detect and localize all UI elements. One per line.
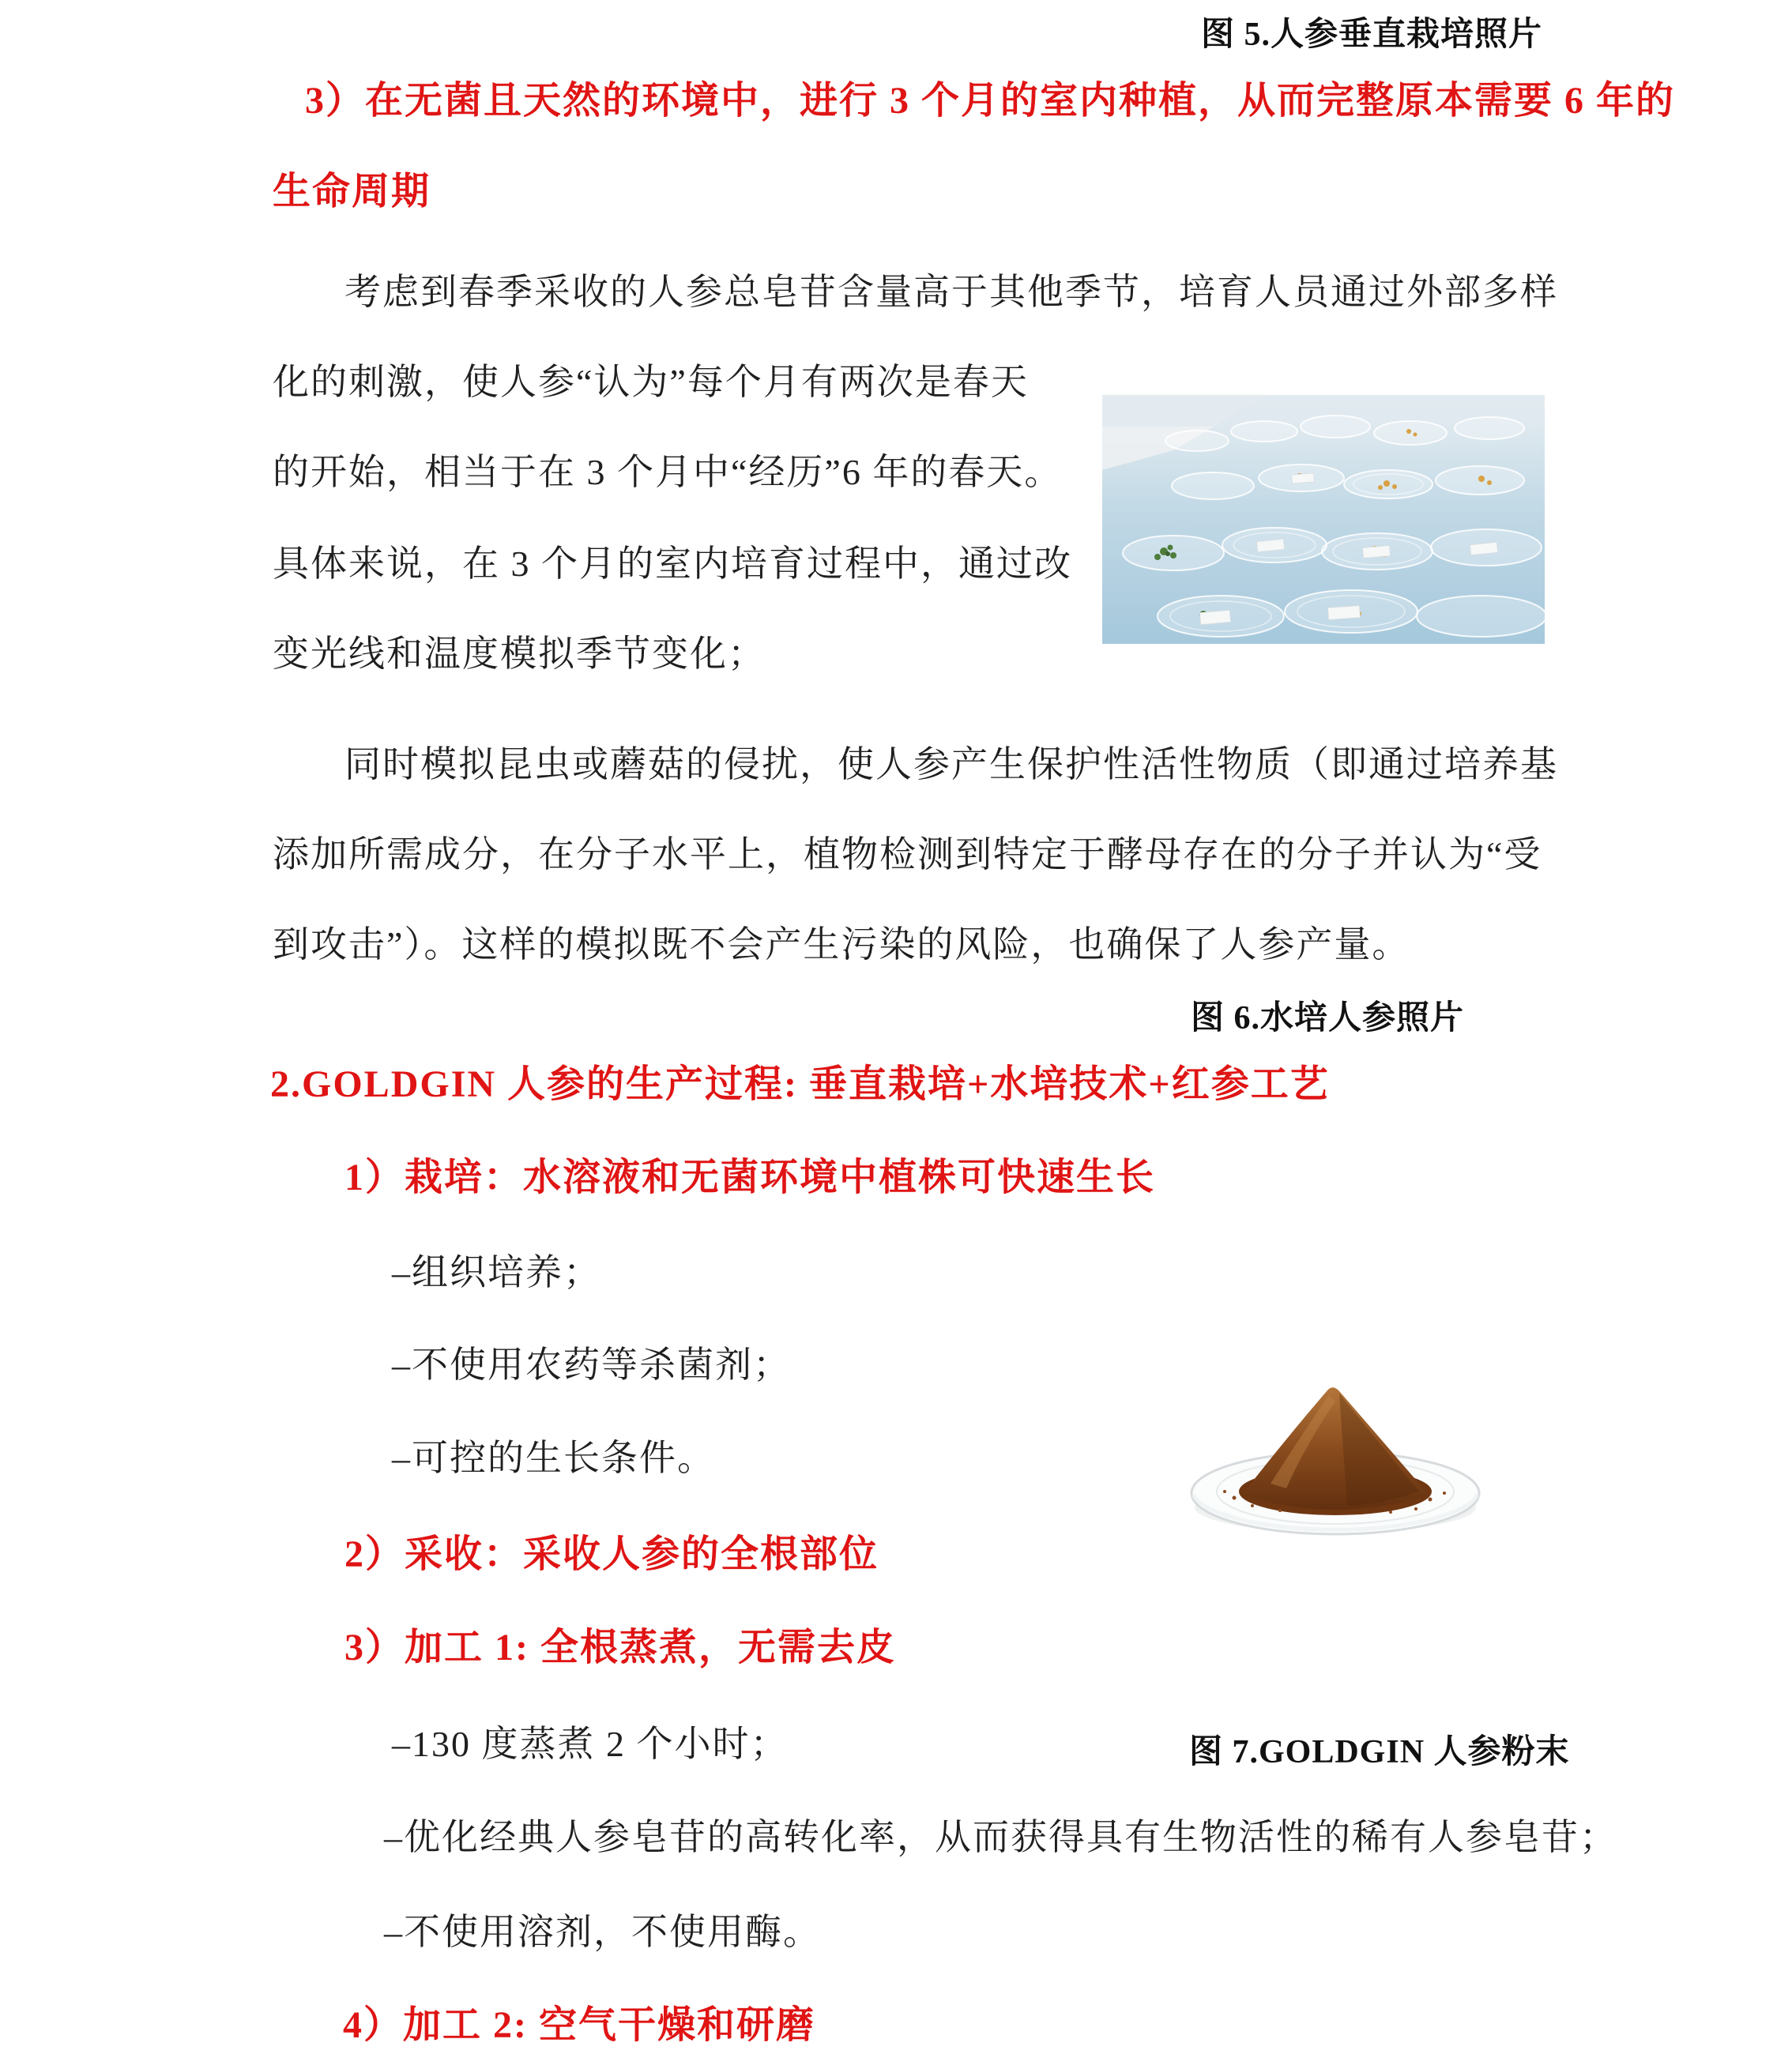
list-item: –不使用溶剂，不使用酶。 — [384, 1912, 821, 1952]
paragraph2-line: 到攻击”）。这样的模拟既不会产生污染的风险，也确保了人参产量。 — [273, 924, 1410, 965]
section2-heading: 2.GOLDGIN 人参的生产过程: 垂直栽培+水培技术+红参工艺 — [270, 1063, 1330, 1105]
ginseng-powder-photo-svg — [1177, 1343, 1493, 1550]
list-item: –不使用农药等杀菌剂； — [392, 1345, 791, 1385]
petri-dish-photo — [1102, 395, 1545, 644]
paragraph1-line: 变光线和温度模拟季节变化； — [273, 634, 766, 674]
figure7-caption: 图 7.GOLDGIN 人参粉末 — [1189, 1734, 1570, 1770]
list-item: –130 度蒸煮 2 个小时； — [392, 1724, 789, 1764]
step1-heading: 1）栽培：水溶液和无菌环境中植株可快速生长 — [344, 1157, 1156, 1198]
petri-dish-photo-svg — [1102, 395, 1545, 644]
figure5-caption: 图 5.人参垂直栽培照片 — [1201, 17, 1543, 53]
step2-heading: 2）采收：采收人参的全根部位 — [344, 1533, 879, 1575]
paragraph1-line: 的开始，相当于在 3 个月中“经历”6 年的春天。 — [273, 452, 1063, 492]
step3-heading: 3）加工 1: 全根蒸煮，无需去皮 — [344, 1627, 896, 1668]
heading-3-line1: 3）在无菌且天然的环境中，进行 3 个月的室内种植，从而完整原本需要 6 年的 — [305, 80, 1676, 122]
heading-3-line2: 生命周期 — [273, 171, 431, 213]
paragraph1-line: 化的刺激，使人参“认为”每个月有两次是春天 — [273, 362, 1029, 402]
paragraph2-line: 添加所需成分，在分子水平上，植物检测到特定于酵母存在的分子并认为“受 — [273, 834, 1542, 875]
paragraph1-line: 具体来说，在 3 个月的室内培育过程中，通过改 — [273, 544, 1072, 584]
list-item: –可控的生长条件。 — [392, 1438, 715, 1478]
list-item: –组织培养； — [392, 1252, 601, 1292]
list-item: –优化经典人参皂苷的高转化率，从而获得具有生物活性的稀有人参皂苷； — [384, 1817, 1617, 1857]
ginseng-powder-photo — [1177, 1343, 1493, 1550]
paragraph2-line: 同时模拟昆虫或蘑菇的侵扰，使人参产生保护性活性物质（即通过培养基 — [344, 744, 1558, 784]
step4-heading: 4）加工 2: 空气干燥和研磨 — [343, 2004, 815, 2046]
paragraph1-line: 考虑到春季采收的人参总皂苷含量高于其他季节，培育人员通过外部多样 — [344, 272, 1558, 312]
figure6-caption: 图 6.水培人参照片 — [1191, 1000, 1465, 1036]
